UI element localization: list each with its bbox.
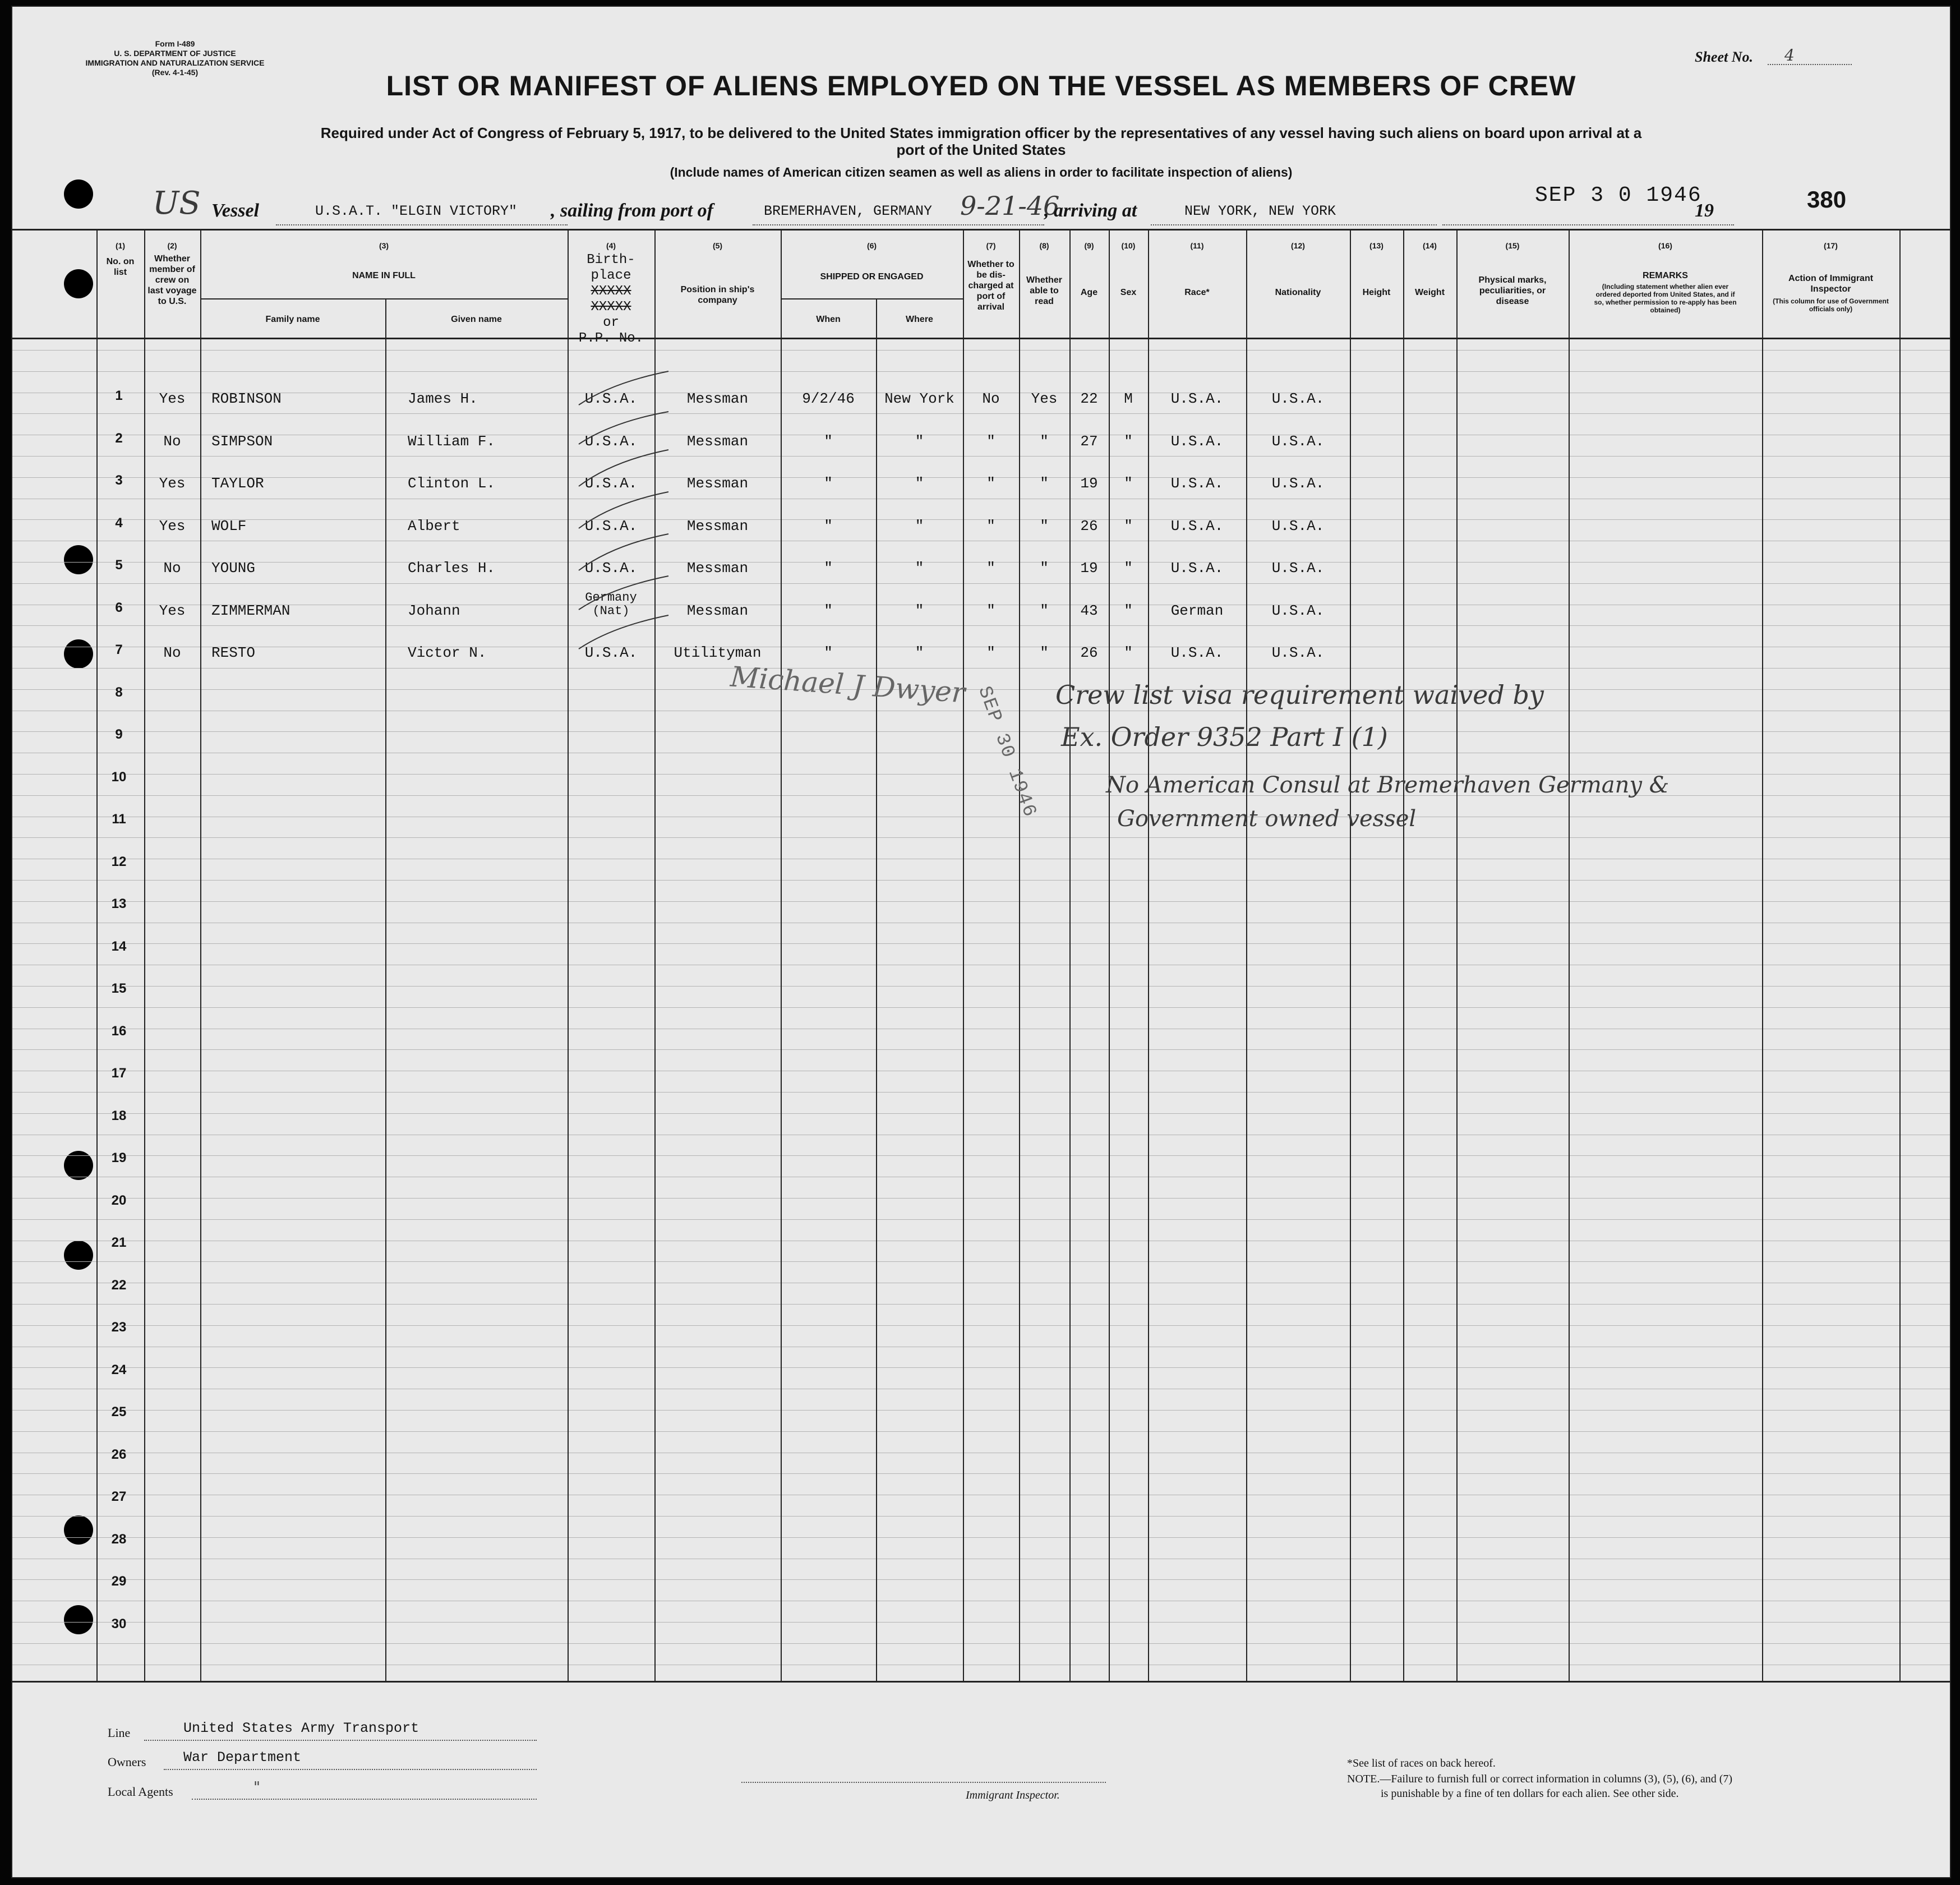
row-number: 20	[111, 1192, 127, 1208]
arriving-port: NEW YORK, NEW YORK	[1184, 203, 1336, 219]
row-number: 26	[111, 1446, 127, 1462]
page-number: 380	[1807, 186, 1847, 213]
age-cell: 22	[1080, 390, 1098, 407]
family-name-cell: TAYLOR	[211, 475, 264, 492]
sailing-label: , sailing from port of	[551, 200, 713, 221]
race-cell: U.S.A.	[1170, 390, 1224, 407]
given-name-cell: Albert	[408, 517, 460, 534]
ruled-line	[12, 1410, 1950, 1411]
ruled-line	[12, 1049, 1950, 1050]
col-15-number: (15)	[1505, 241, 1520, 250]
shipped-when-cell: "	[824, 475, 833, 492]
shipped-when-cell: 9/2/46	[802, 390, 855, 407]
row-number: 8	[115, 684, 123, 700]
col-15-header: Physical marks, peculiarities, or disease	[1478, 275, 1547, 306]
sex-cell: "	[1124, 517, 1133, 534]
arrival-date-stamp: SEP 3 0 1946	[1535, 183, 1702, 208]
col-3-given-header: Given name	[451, 315, 502, 324]
birthplace-cell: U.S.A.	[584, 432, 638, 450]
punch-hole	[64, 1515, 93, 1545]
row-number: 10	[111, 769, 127, 785]
col-1-header: No. on list	[106, 257, 135, 277]
col-5-number: (5)	[712, 241, 723, 250]
punch-hole	[64, 545, 93, 574]
family-name-cell: ROBINSON	[211, 390, 282, 407]
col-13-header: Height	[1362, 288, 1391, 297]
footer-races-note: *See list of races on back hereof.	[1347, 1757, 1496, 1769]
last-voyage-cell: No	[163, 432, 181, 450]
sex-cell: "	[1124, 644, 1133, 661]
row-number: 2	[115, 430, 123, 446]
birthplace-cell: U.S.A.	[584, 644, 638, 661]
year-label: 19	[1695, 200, 1714, 221]
nationality-cell: U.S.A.	[1271, 475, 1325, 492]
ruled-line	[12, 668, 1950, 669]
col-9-header: Age	[1080, 288, 1098, 297]
row-number: 15	[111, 981, 127, 996]
col-10-number: (10)	[1121, 241, 1136, 250]
col-5-header: Position in ship's company	[680, 285, 755, 305]
shipped-where-cell: "	[915, 602, 924, 619]
form-number: Form I-489	[155, 39, 195, 48]
ruled-line	[12, 901, 1950, 902]
sex-cell: "	[1124, 560, 1133, 577]
row-number: 5	[115, 557, 123, 573]
row-number: 9	[115, 727, 123, 742]
ruled-line	[12, 1325, 1950, 1326]
punch-hole	[64, 179, 93, 209]
punch-hole	[64, 1241, 93, 1270]
age-cell: 26	[1080, 517, 1098, 534]
shipped-when-cell: "	[824, 644, 833, 661]
page-title: LIST OR MANIFEST OF ALIENS EMPLOYED ON THE VESSEL AS MEMBERS OF CREW	[386, 70, 1576, 102]
given-name-cell: Victor N.	[408, 644, 487, 661]
given-name-cell: Clinton L.	[408, 475, 496, 492]
race-cell: U.S.A.	[1170, 560, 1224, 577]
birthplace-check-marks	[568, 366, 680, 680]
sheet-number-label: Sheet No.	[1695, 49, 1753, 65]
footer-owners-value: War Department	[183, 1749, 302, 1766]
ruled-line	[12, 1431, 1950, 1432]
col-12-number: (12)	[1291, 241, 1305, 250]
ruled-line	[12, 731, 1950, 732]
ruled-line	[12, 1219, 1950, 1220]
footer-agents-label: Local Agents	[108, 1785, 173, 1799]
ruled-line	[12, 1155, 1950, 1156]
footer-agents-value: "	[253, 1779, 260, 1796]
ruled-line	[12, 986, 1950, 987]
col-7-header: Whether to be dis-charged at port of arrival	[967, 260, 1014, 312]
ruled-line	[12, 1537, 1950, 1538]
shipped-where-cell: "	[915, 644, 924, 661]
given-name-cell: William F.	[408, 432, 496, 450]
age-cell: 26	[1080, 644, 1098, 661]
subtitle-line-3: (Include names of American citizen seamen as well as aliens in order to facilitate inspection of aliens)	[670, 165, 1293, 179]
last-voyage-cell: No	[163, 644, 181, 661]
footer-note-1: NOTE.—Failure to furnish full or correct information in columns (3), (5), (6), and (7)	[1347, 1773, 1733, 1785]
last-voyage-cell: No	[163, 560, 181, 577]
col-4-struck: XXXXX	[591, 284, 631, 299]
age-cell: 27	[1080, 432, 1098, 450]
position-cell: Messman	[686, 517, 749, 534]
col-4-number: (4)	[606, 241, 616, 250]
ruled-line	[12, 943, 1950, 944]
col-6-when-header: When	[816, 315, 841, 324]
shipped-where-cell: New York	[884, 390, 954, 407]
sex-cell: "	[1124, 475, 1133, 492]
row-number: 18	[111, 1108, 127, 1123]
sailing-date: 9-21-46	[960, 191, 1060, 221]
annotation-line-1: Crew list visa requirement waived by	[1055, 680, 1544, 710]
family-name-cell: SIMPSON	[211, 432, 273, 450]
birthplace-cell: U.S.A.	[584, 390, 638, 407]
race-cell: U.S.A.	[1170, 644, 1224, 661]
race-cell: U.S.A.	[1170, 475, 1224, 492]
nationality-cell: U.S.A.	[1271, 517, 1325, 534]
col-9-number: (9)	[1084, 241, 1094, 250]
ruled-line	[12, 1007, 1950, 1008]
row-number: 7	[115, 642, 123, 657]
inspection-date-stamp: SEP 30 1946	[973, 683, 1041, 821]
family-name-cell: ZIMMERMAN	[211, 602, 290, 619]
annotation-line-4: Government owned vessel	[1117, 806, 1417, 832]
age-cell: 43	[1080, 602, 1098, 619]
ruled-line	[12, 1622, 1950, 1623]
col-3-header: NAME IN FULL	[352, 271, 416, 280]
ruled-line	[12, 1473, 1950, 1474]
given-name-cell: Charles H.	[408, 560, 496, 577]
ruled-line	[12, 1367, 1950, 1368]
ruled-line	[12, 1261, 1950, 1262]
row-number: 27	[111, 1489, 127, 1504]
footer-inspector-label: Immigrant Inspector.	[966, 1789, 1060, 1801]
ruled-line	[12, 456, 1950, 457]
position-cell: Messman	[686, 560, 749, 577]
able-to-read-cell: "	[1040, 517, 1049, 534]
row-number: 22	[111, 1277, 127, 1293]
row-number: 21	[111, 1235, 127, 1250]
col-3-number: (3)	[379, 241, 389, 250]
shipped-when-cell: "	[824, 602, 833, 619]
row-number: 29	[111, 1574, 127, 1589]
ruled-line	[12, 1304, 1950, 1305]
subtitle-line-2: port of the United States	[896, 141, 1066, 158]
footer-line-label: Line	[108, 1726, 131, 1740]
row-number: 4	[115, 515, 123, 531]
row-number: 6	[115, 600, 123, 615]
col-12-header: Nationality	[1275, 288, 1321, 297]
vessel-hand-prefix: US	[153, 185, 201, 222]
position-cell: Messman	[686, 475, 749, 492]
row-number: 12	[111, 854, 127, 869]
col-8-number: (8)	[1039, 241, 1049, 250]
col-6-number: (6)	[866, 241, 877, 250]
able-to-read-cell: "	[1040, 560, 1049, 577]
col-8-header: Whether able to read	[1026, 275, 1062, 306]
punch-hole	[64, 1605, 93, 1634]
position-cell: Messman	[686, 432, 749, 450]
row-number: 17	[111, 1066, 127, 1081]
row-number: 11	[112, 812, 126, 827]
service-name: IMMIGRATION AND NATURALIZATION SERVICE	[85, 58, 265, 67]
discharged-cell: "	[986, 560, 995, 577]
ruled-line	[12, 371, 1950, 372]
col-3-family-header: Family name	[265, 315, 320, 324]
arriving-label: , arriving at	[1044, 200, 1137, 221]
ruled-line	[12, 413, 1950, 414]
col-4-or: or	[603, 315, 619, 330]
race-cell: U.S.A.	[1170, 517, 1224, 534]
family-name-cell: YOUNG	[211, 560, 256, 577]
able-to-read-cell: "	[1040, 602, 1049, 619]
age-cell: 19	[1080, 560, 1098, 577]
given-name-cell: James H.	[408, 390, 478, 407]
col-17-header: Action of Immigrant Inspector	[1788, 274, 1874, 294]
manifest-sheet	[11, 6, 1951, 1878]
nationality-cell: U.S.A.	[1271, 644, 1325, 661]
punch-hole	[64, 269, 93, 298]
discharged-cell: "	[986, 517, 995, 534]
col-4-pp-no: P.P. No.	[578, 331, 644, 346]
last-voyage-cell: Yes	[159, 390, 186, 407]
shipped-where-cell: "	[915, 517, 924, 534]
able-to-read-cell: Yes	[1031, 390, 1058, 407]
col-13-number: (13)	[1369, 241, 1383, 250]
last-voyage-cell: Yes	[159, 517, 186, 534]
sex-cell: M	[1124, 390, 1133, 407]
discharged-cell: No	[982, 390, 1000, 407]
punch-hole	[64, 639, 93, 669]
ruled-line	[12, 1516, 1950, 1517]
col-17-number: (17)	[1824, 241, 1838, 250]
col-16-subheader: (Including statement whether alien ever ordered deported from United States, and if so, whether permission to re-apply has been obtained)	[1594, 283, 1737, 314]
last-voyage-cell: Yes	[159, 602, 186, 619]
discharged-cell: "	[986, 475, 995, 492]
family-name-cell: RESTO	[211, 644, 256, 661]
col-6-where-header: Where	[906, 315, 933, 324]
discharged-cell: "	[986, 602, 995, 619]
col-2-header: Whether member of crew on last voyage to U.S.	[147, 254, 197, 306]
last-voyage-cell: Yes	[159, 475, 186, 492]
col-6-header: SHIPPED OR ENGAGED	[820, 272, 924, 282]
ruled-line	[12, 837, 1950, 838]
col-14-header: Weight	[1414, 288, 1445, 297]
vessel-name: U.S.A.T. "ELGIN VICTORY"	[315, 203, 518, 219]
col-1-number: (1)	[115, 241, 126, 250]
nationality-cell: U.S.A.	[1271, 560, 1325, 577]
col-14-number: (14)	[1423, 241, 1437, 250]
row-number: 30	[111, 1616, 127, 1631]
row-number: 3	[115, 473, 123, 488]
discharged-cell: "	[986, 432, 995, 450]
row-number: 13	[111, 896, 127, 911]
birthplace-cell: U.S.A.	[584, 517, 638, 534]
row-number: 1	[115, 388, 123, 403]
discharged-cell: "	[986, 644, 995, 661]
row-number: 24	[111, 1362, 127, 1377]
footer-note-2: is punishable by a fine of ten dollars for each alien. See other side.	[1381, 1787, 1679, 1800]
able-to-read-cell: "	[1040, 475, 1049, 492]
col-16-header: REMARKS	[1643, 271, 1688, 280]
col-2-number: (2)	[167, 241, 177, 250]
col-4-struck: XXXXX	[591, 299, 631, 315]
col-11-number: (11)	[1190, 241, 1204, 250]
shipped-when-cell: "	[824, 432, 833, 450]
nationality-cell: U.S.A.	[1271, 390, 1325, 407]
position-cell: Messman	[686, 602, 749, 619]
row-number: 16	[111, 1023, 127, 1039]
department-name: U. S. DEPARTMENT OF JUSTICE	[114, 49, 236, 58]
position-cell: Messman	[686, 390, 749, 407]
able-to-read-cell: "	[1040, 432, 1049, 450]
birthplace-cell: U.S.A.	[584, 560, 638, 577]
row-number: 19	[111, 1150, 127, 1165]
col-7-number: (7)	[986, 241, 996, 250]
race-cell: U.S.A.	[1170, 432, 1224, 450]
ruled-line	[12, 880, 1950, 881]
shipped-where-cell: "	[915, 432, 924, 450]
annotation-line-2: Ex. Order 9352 Part I (1)	[1061, 722, 1388, 752]
ruled-line	[12, 1643, 1950, 1644]
nationality-cell: U.S.A.	[1271, 602, 1325, 619]
sheet-number-value: 4	[1784, 46, 1795, 64]
annotation-line-3: No American Consul at Bremerhaven Germany &	[1106, 772, 1670, 798]
ruled-line	[12, 1113, 1950, 1114]
col-16-number: (16)	[1658, 241, 1672, 250]
race-cell: German	[1170, 602, 1224, 619]
ruled-line	[12, 1198, 1950, 1199]
given-name-cell: Johann	[408, 602, 460, 619]
family-name-cell: WOLF	[211, 517, 247, 534]
col-17-subheader: (This column for use of Government officials only)	[1773, 297, 1889, 313]
sex-cell: "	[1124, 602, 1133, 619]
nationality-cell: U.S.A.	[1271, 432, 1325, 450]
shipped-where-cell: "	[915, 560, 924, 577]
inspector-signature: Michael J Dwyer	[729, 660, 966, 709]
vessel-label: Vessel	[211, 200, 259, 221]
row-number: 14	[111, 938, 127, 954]
able-to-read-cell: "	[1040, 644, 1049, 661]
shipped-when-cell: "	[824, 560, 833, 577]
row-number: 28	[111, 1531, 127, 1547]
shipped-where-cell: "	[915, 475, 924, 492]
position-cell: Utilityman	[674, 644, 762, 661]
ruled-line	[12, 1092, 1950, 1093]
footer-owners-label: Owners	[108, 1755, 146, 1769]
shipped-when-cell: "	[824, 517, 833, 534]
sailing-port: BREMERHAVEN, GERMANY	[764, 203, 933, 219]
row-number: 23	[111, 1320, 127, 1335]
ruled-line	[12, 583, 1950, 584]
form-revision: (Rev. 4-1-45)	[151, 68, 199, 77]
col-4-birthplace: Birth-place	[587, 252, 635, 283]
col-4-header	[568, 252, 654, 347]
sex-cell: "	[1124, 432, 1133, 450]
age-cell: 19	[1080, 475, 1098, 492]
ruled-line	[12, 625, 1950, 626]
row-number: 25	[111, 1404, 127, 1419]
col-11-header: Race*	[1184, 288, 1210, 297]
birthplace-cell: Germany (Nat)	[585, 590, 637, 618]
col-10-header: Sex	[1120, 288, 1137, 297]
ruled-line	[12, 350, 1950, 351]
ruled-line	[12, 1579, 1950, 1580]
subtitle-line-1: Required under Act of Congress of February 5, 1917, to be delivered to the United States immigration officer by the representatives of any vessel having such aliens on board upon arrival at a	[320, 125, 1642, 141]
birthplace-cell: U.S.A.	[584, 475, 638, 492]
footer-line-value: United States Army Transport	[183, 1720, 419, 1736]
